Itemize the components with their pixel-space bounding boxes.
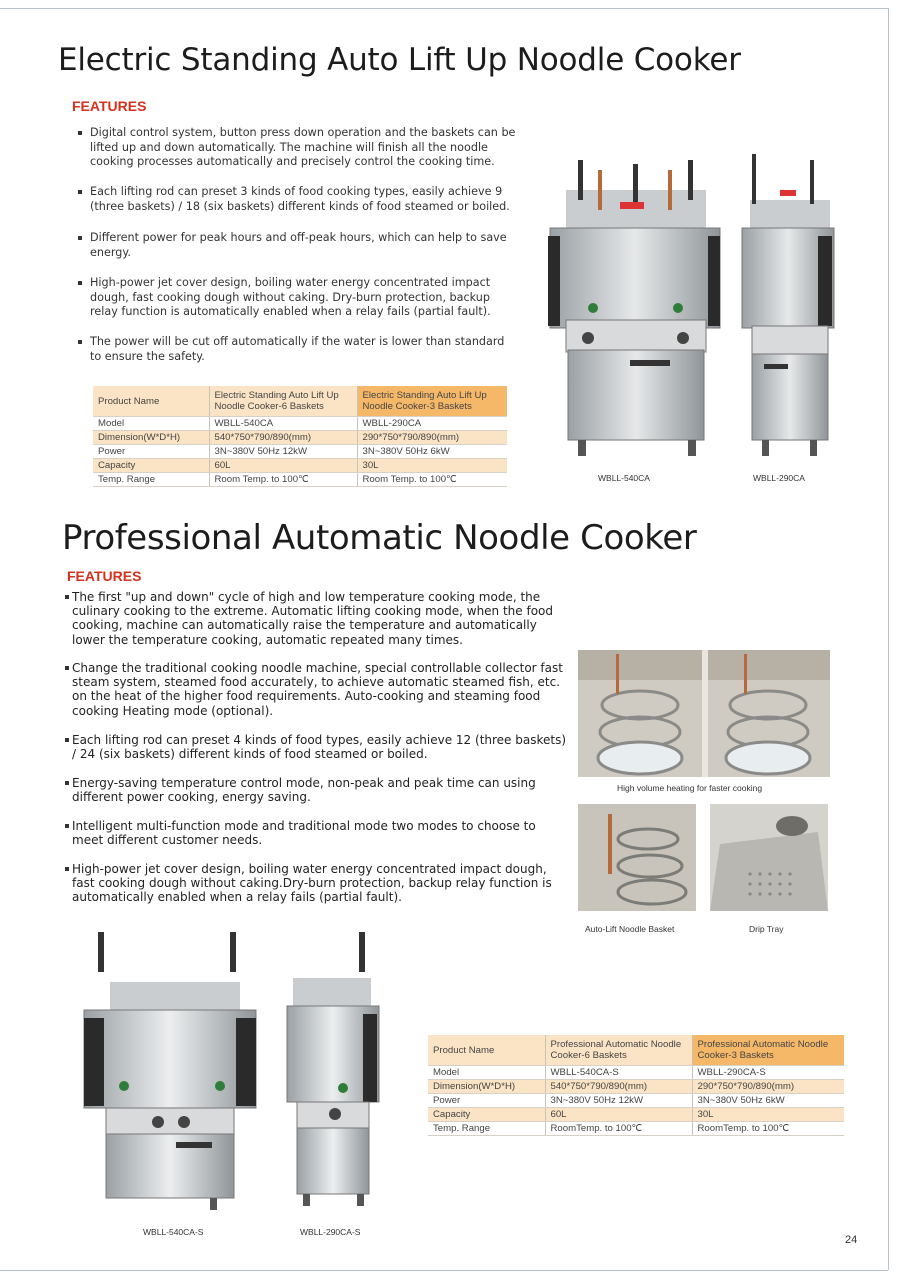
square-bullet-icon bbox=[65, 666, 69, 670]
table-row: Power 3N~380V 50Hz 12kW 3N~380V 50Hz 6kW bbox=[428, 1094, 844, 1108]
cooker-3-basket-image bbox=[738, 150, 838, 460]
section2-title: Professional Automatic Noodle Cooker bbox=[62, 518, 697, 558]
table-row: Temp. Range RoomTemp. to 100℃ RoomTemp. to 100℃ bbox=[428, 1122, 844, 1136]
professional-cooker-6-basket-image bbox=[80, 922, 260, 1212]
page-border-bottom bbox=[0, 1270, 888, 1271]
section2-bullet: Each lifting rod can preset 4 kinds of food types, easily achieve 12 (three baskets) / 24 (six baskets) different kinds of food steamed or boiled. bbox=[65, 733, 570, 761]
section2-bullet: Energy-saving temperature control mode, non-peak and peak time can using different power cooking, energy saving. bbox=[65, 776, 570, 804]
section1-bullet: High-power jet cover design, boiling water energy concentrated impact dough, fast cooking dough without caking. Dry-burn protection, backup relay function is automatically enabled when a relay fails (partial fault). bbox=[78, 276, 518, 320]
section1-spec-table bbox=[93, 386, 507, 487]
cooker-6-basket-image bbox=[538, 150, 728, 460]
section1-features-label: FEATURES bbox=[72, 98, 147, 114]
square-bullet-icon bbox=[78, 340, 82, 344]
square-bullet-icon bbox=[78, 281, 82, 285]
table-row: Power 3N~380V 50Hz 12kW 3N~380V 50Hz 6kW bbox=[93, 445, 507, 459]
professional-cooker-3-basket-image bbox=[283, 928, 383, 1208]
section1-title: Electric Standing Auto Lift Up Noodle Cooker bbox=[58, 42, 741, 78]
section2-bullet: Change the traditional cooking noodle machine, special controllable collector fast steam system, steamed food accurately, to achieve automatic steamed fish, etc. on the heat of the higher food requirements. Auto-cooking and steaming food cooking Heating mode (optional). bbox=[65, 661, 570, 718]
section1-caption: WBLL-290CA bbox=[753, 473, 805, 483]
square-bullet-icon bbox=[65, 867, 69, 871]
page-border-right bbox=[888, 8, 889, 1270]
section2-caption: WBLL-290CA-S bbox=[300, 1227, 361, 1237]
photo-caption: Auto-Lift Noodle Basket bbox=[585, 924, 675, 934]
table-row: Capacity 60L 30L bbox=[93, 459, 507, 473]
section1-bullet: The power will be cut off automatically if the water is lower than standard to ensure the safety. bbox=[78, 335, 518, 364]
photo-caption: Drip Tray bbox=[749, 924, 784, 934]
table-row: Temp. Range Room Temp. to 100℃ Room Temp. to 100℃ bbox=[93, 473, 507, 487]
table-row: Model WBLL-540CA-S WBLL-290CA-S bbox=[428, 1066, 844, 1080]
square-bullet-icon bbox=[78, 236, 82, 240]
section2-bullet: High-power jet cover design, boiling water energy concentrated impact dough, fast cooking dough without caking.Dry-burn protection, backup relay function is automatically enabled when a relay fails (partial fault). bbox=[65, 862, 570, 905]
table-row: Dimension(W*D*H) 540*750*790/890(mm) 290*750*790/890(mm) bbox=[93, 431, 507, 445]
table-row: Model WBLL-540CA WBLL-290CA bbox=[93, 417, 507, 431]
square-bullet-icon bbox=[65, 781, 69, 785]
heating-detail-photo bbox=[578, 650, 830, 777]
section2-features-label: FEATURES bbox=[67, 568, 142, 584]
square-bullet-icon bbox=[78, 190, 82, 194]
photo-caption: High volume heating for faster cooking bbox=[617, 783, 763, 793]
section1-bullet: Each lifting rod can preset 3 kinds of food cooking types, easily achieve 9 (three baskets) / 18 (six baskets) different kinds of food steamed or boiled. bbox=[78, 185, 518, 214]
page-border-top bbox=[0, 8, 888, 9]
square-bullet-icon bbox=[65, 595, 69, 599]
table-row: Capacity 60L 30L bbox=[428, 1108, 844, 1122]
noodle-basket-photo bbox=[578, 804, 696, 911]
section2-spec-table bbox=[428, 1035, 844, 1136]
section2-caption: WBLL-540CA-S bbox=[143, 1227, 204, 1237]
section2-bullet: The first "up and down" cycle of high and low temperature cooking mode, the culinary cooking to the extreme. Automatic lifting cooking mode, when the food cooking, machine can automatically raise the temperature and automatically lower the temperature cooking, automatic repeated many times. bbox=[65, 590, 570, 647]
square-bullet-icon bbox=[65, 738, 69, 742]
square-bullet-icon bbox=[65, 824, 69, 828]
section1-bullet: Different power for peak hours and off-peak hours, which can help to save energy. bbox=[78, 231, 518, 260]
section1-bullet: Digital control system, button press down operation and the baskets can be lifted up and down automatically. The machine will finish all the noodle cooking processes automatically and precisely control the cooking time. bbox=[78, 126, 518, 170]
square-bullet-icon bbox=[78, 131, 82, 135]
table-header-row: Product Name Professional Automatic Noodle Cooker-6 Baskets Professional Automatic Noodle Cooker-3 Baskets bbox=[428, 1035, 844, 1066]
table-row: Dimension(W*D*H) 540*750*790/890(mm) 290*750*790/890(mm) bbox=[428, 1080, 844, 1094]
page-number: 24 bbox=[845, 1234, 858, 1246]
table-header-row: Product Name Electric Standing Auto Lift Up Noodle Cooker-6 Baskets Electric Standing Auto Lift Up Noodle Cooker-3 Baskets bbox=[93, 386, 507, 417]
section1-caption: WBLL-540CA bbox=[598, 473, 650, 483]
section2-bullet: Intelligent multi-function mode and traditional mode two modes to choose to meet different customer needs. bbox=[65, 819, 570, 847]
drip-tray-photo bbox=[710, 804, 828, 911]
